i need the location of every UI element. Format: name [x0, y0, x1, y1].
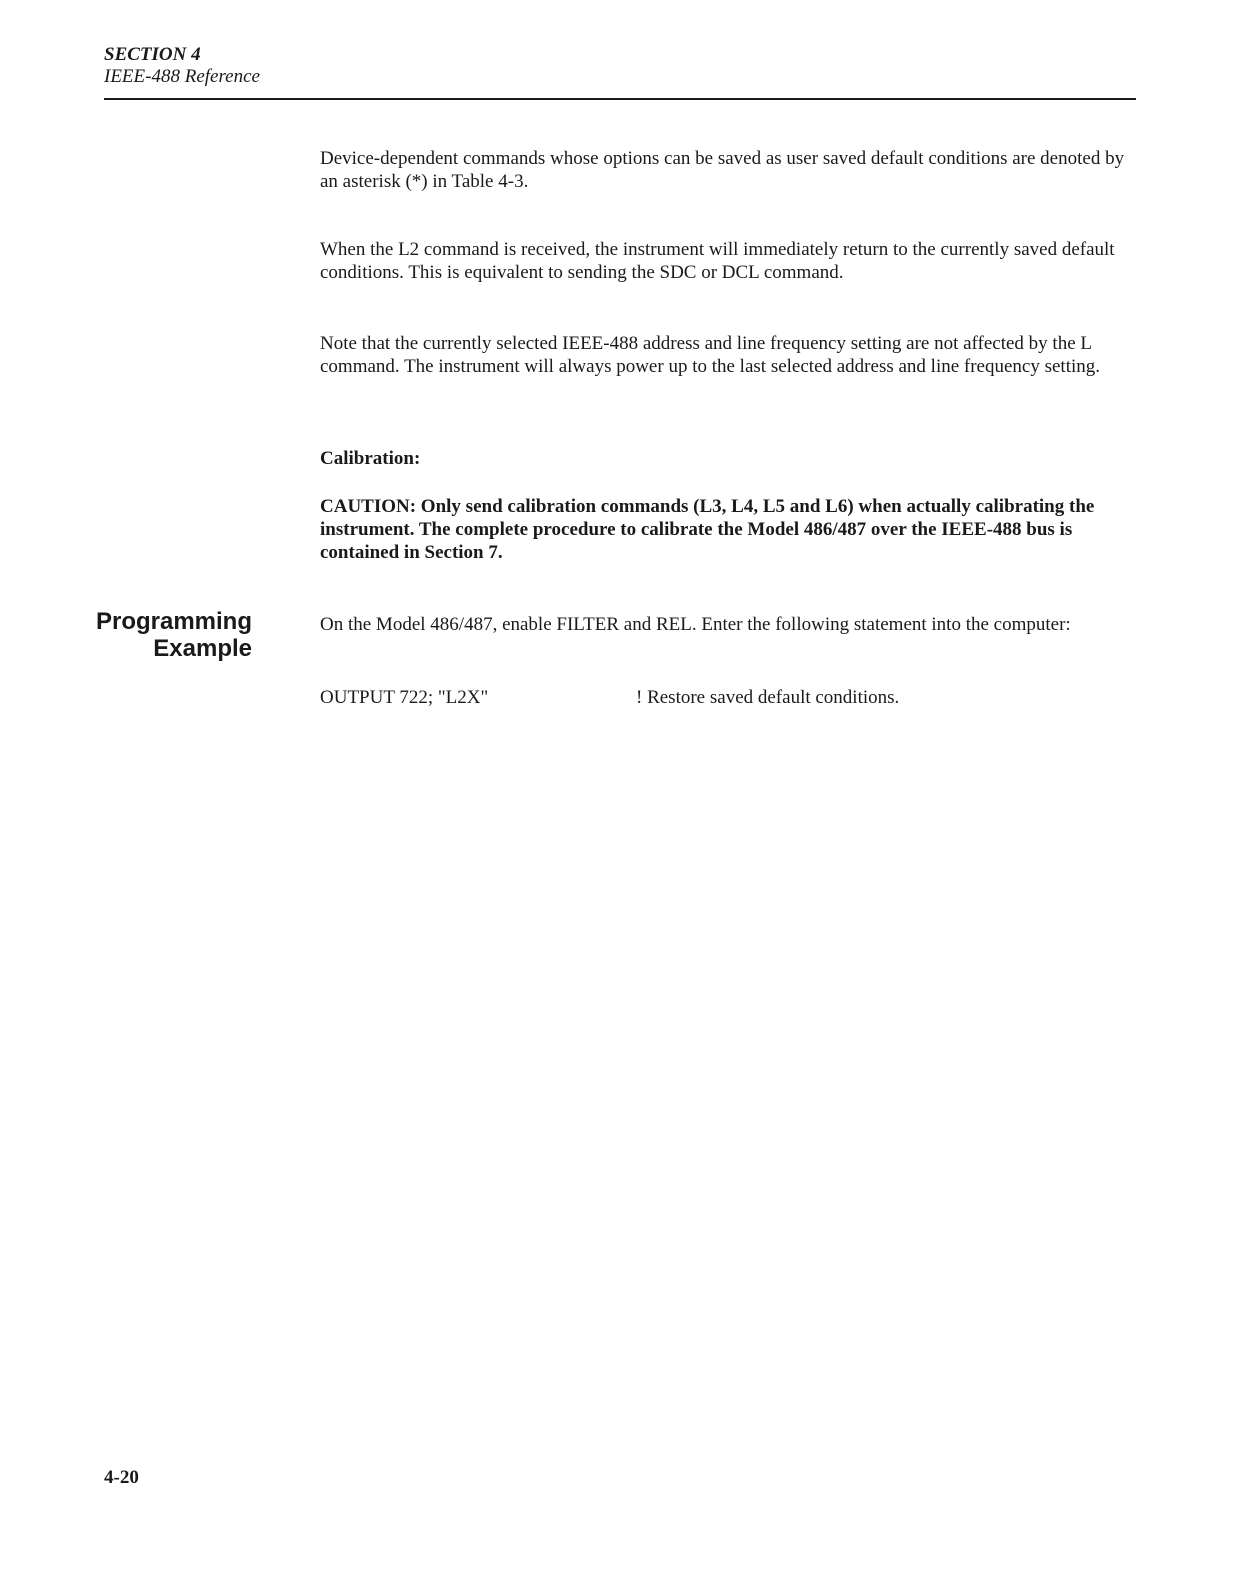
paragraph-address-note: Note that the currently selected IEEE-488 address and line frequency setting are not affected by the L command. The instrument will always power up to the last selected address and line frequency setting. — [320, 333, 1101, 377]
section-subtitle: IEEE-488 Reference — [104, 66, 260, 87]
running-header — [104, 44, 260, 88]
programming-example-heading — [96, 608, 252, 662]
heading-line-2: Example — [153, 635, 252, 662]
code-statement: OUTPUT 722; "L2X" — [320, 687, 489, 708]
code-comment: ! Restore saved default conditions. — [636, 687, 900, 708]
heading-line-1: Programming — [95, 608, 252, 635]
header-rule — [104, 98, 1136, 100]
calibration-heading: Calibration: — [320, 448, 421, 469]
paragraph-l2-command: When the L2 command is received, the instrument will immediately return to the currently saved default conditions. This is equivalent to sending the SDC or DCL command. — [320, 239, 1115, 283]
section-label: SECTION 4 — [104, 44, 201, 65]
calibration-caution: CAUTION: Only send calibration commands (L3, L4, L5 and L6) when actually calibrating the instrument. The complete procedure to calibrate the Model 486/487 over the IEEE-488 bus is contained in Section 7. — [320, 496, 1095, 563]
programming-example-intro: On the Model 486/487, enable FILTER and REL. Enter the following statement into the computer: — [320, 614, 1071, 635]
paragraph-saved-defaults: Device-dependent commands whose options can be saved as user saved default conditions are denoted by an asterisk (*) in Table 4-3. — [320, 148, 1125, 192]
page-number: 4-20 — [104, 1467, 139, 1488]
